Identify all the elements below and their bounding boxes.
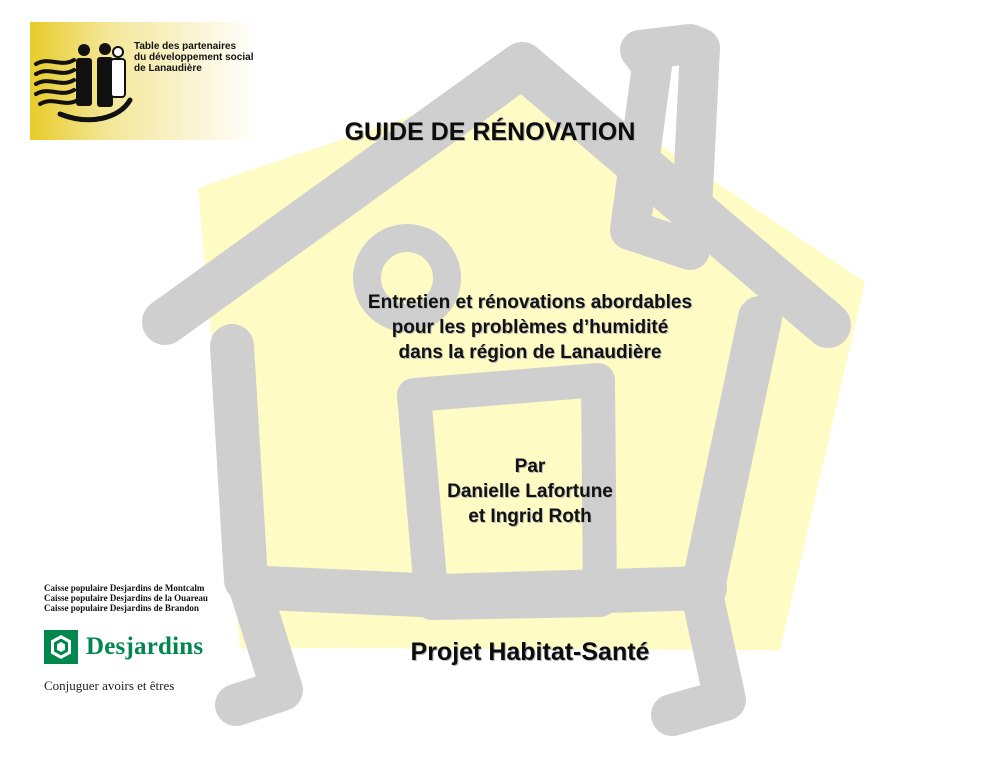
subtitle-line: Entretien et rénovations abordables (367, 292, 693, 313)
authors (200, 454, 860, 529)
caisse-item: Caisse populaire Desjardins de la Ouareau (44, 593, 208, 603)
authors-line: et Ingrid Roth (468, 506, 592, 527)
authors-line: Danielle Lafortune (447, 481, 613, 502)
desjardins-tagline: Conjuguer avoirs et êtres (44, 678, 175, 693)
project-name: Projet Habitat-Santé (410, 638, 650, 666)
subtitle (200, 290, 860, 365)
page-title: GUIDE DE RÉNOVATION (344, 118, 636, 146)
desjardins-hexagon-icon (44, 630, 78, 664)
desjardins-sponsor (44, 583, 234, 695)
subtitle-line: pour les problèmes d’humidité (391, 317, 669, 338)
tpds-name: Table des partenaires du développement social de Lanaudière (134, 41, 254, 74)
caisse-item: Caisse populaire Desjardins de Montcalm (44, 583, 205, 593)
authors-line: Par (514, 456, 546, 477)
subtitle-line: dans la région de Lanaudière (398, 342, 662, 363)
desjardins-logo (44, 627, 203, 667)
desjardins-name: Desjardins (86, 633, 204, 660)
caisse-item: Caisse populaire Desjardins de Brandon (44, 603, 199, 613)
caisse-list (44, 583, 234, 613)
